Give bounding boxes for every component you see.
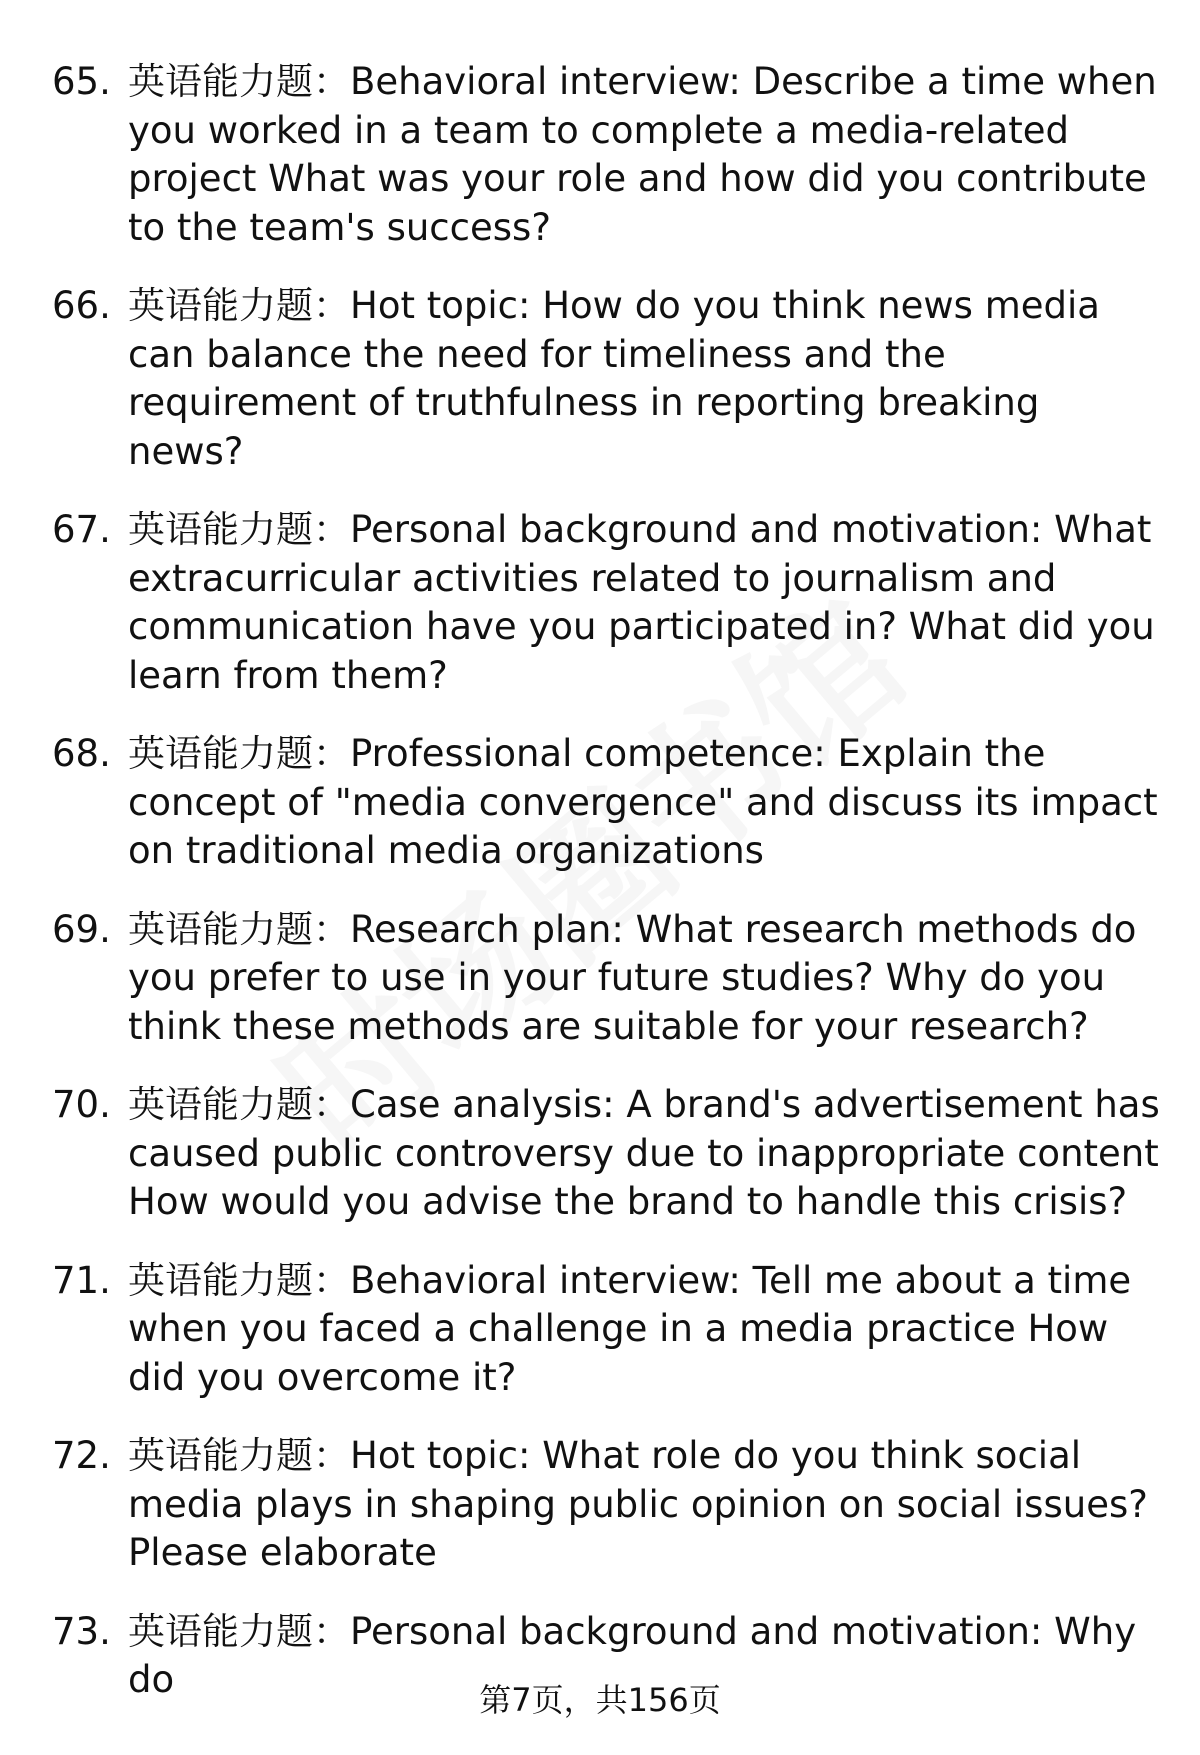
question-item — [52, 58, 1160, 252]
question-body — [128, 282, 1160, 476]
question-item — [52, 1432, 1160, 1578]
question-body — [128, 1081, 1160, 1227]
question-prefix: 英语能力题： — [128, 1083, 350, 1126]
question-item — [52, 1257, 1160, 1403]
question-text: Professional competence: Explain the concept of "media convergence" and discuss its impact on traditional media organizations — [128, 732, 1158, 872]
question-text: Case analysis: A brand's advertisement has caused public controversy due to inappropriate content How would you advise the brand to handle this crisis? — [128, 1083, 1160, 1223]
question-item — [52, 506, 1160, 700]
question-number: 71. — [52, 1258, 111, 1302]
question-text: Personal background and motivation: What extracurricular activities related to journalism and communication have you participated in? What did you learn from them? — [128, 508, 1155, 697]
question-number: 66. — [52, 284, 111, 327]
question-prefix: 英语能力题： — [128, 907, 350, 951]
question-prefix: 英语能力题： — [128, 284, 350, 327]
question-prefix: 英语能力题： — [128, 60, 350, 103]
page-number-footer: 第7页，共156页 — [479, 1681, 721, 1719]
question-prefix: 英语能力题： — [128, 1609, 350, 1653]
question-prefix: 英语能力题： — [128, 732, 350, 775]
question-body — [128, 1432, 1160, 1578]
question-body — [128, 730, 1160, 876]
question-number: 69. — [52, 907, 111, 951]
question-text: Behavioral interview: Tell me about a time when you faced a challenge in a media practice How did you overcome it? — [128, 1258, 1132, 1399]
question-number: 67. — [52, 508, 111, 551]
question-item — [52, 906, 1160, 1052]
question-number: 68. — [52, 732, 111, 775]
question-body — [128, 58, 1160, 252]
question-text: Personal background and motivation: Why do — [128, 1609, 1137, 1701]
question-prefix: 英语能力题： — [128, 1434, 350, 1477]
question-body — [128, 506, 1160, 700]
question-text: Behavioral interview: Describe a time when you worked in a team to complete a media-related project What was your role and how did you contribute to the team's success? — [128, 60, 1157, 249]
question-item — [52, 282, 1160, 476]
question-text: Research plan: What research methods do you prefer to use in your future studies? Why do you think these methods are suitable for your research? — [128, 907, 1137, 1048]
question-prefix: 英语能力题： — [128, 1258, 350, 1302]
question-item — [52, 730, 1160, 876]
question-text: Hot topic: How do you think news media can balance the need for timeliness and the requirement of truthfulness in reporting breaking news? — [128, 284, 1100, 473]
question-item — [52, 1081, 1160, 1227]
question-number: 70. — [52, 1083, 111, 1126]
question-prefix: 英语能力题： — [128, 508, 350, 551]
question-number: 72. — [52, 1434, 111, 1477]
question-body — [128, 906, 1160, 1052]
question-number: 65. — [52, 60, 111, 103]
question-body — [128, 1257, 1160, 1403]
question-number: 73. — [52, 1609, 111, 1653]
question-text: Hot topic: What role do you think social media plays in shaping public opinion on social issues? Please elaborate — [128, 1434, 1148, 1574]
